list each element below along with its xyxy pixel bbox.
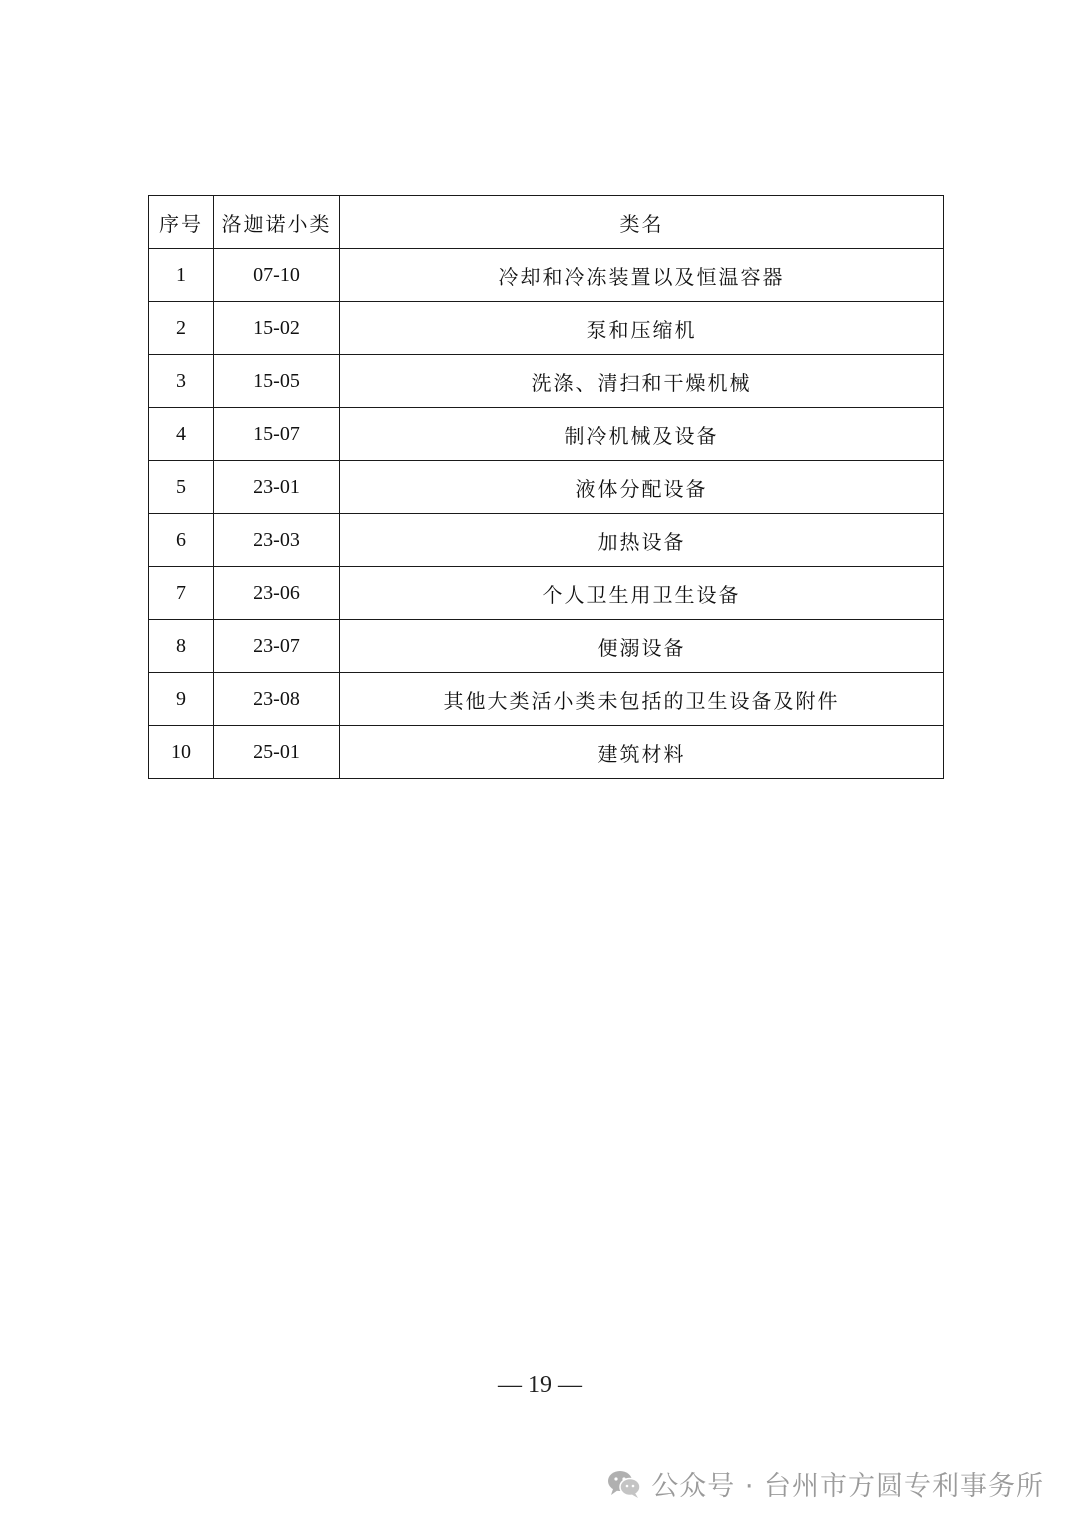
row-code: 23-07 [214,620,340,673]
table-row [149,673,944,726]
watermark-text: 公众号 · 台州市方圆专利事务所 [651,1471,1044,1502]
row-name: 建筑材料 [340,726,944,779]
row-code: 15-05 [214,355,340,408]
row-name: 液体分配设备 [340,461,944,514]
row-name: 冷却和冷冻装置以及恒温容器 [340,249,944,302]
row-code: 23-01 [214,461,340,514]
table-row [149,355,944,408]
table-row [149,726,944,779]
row-index: 4 [149,408,214,461]
header-locarno-subclass: 洛迦诺小类 [214,196,340,249]
row-index: 3 [149,355,214,408]
header-index: 序号 [149,196,214,249]
row-name: 其他大类活小类未包括的卫生设备及附件 [340,673,944,726]
table-row [149,620,944,673]
page-number: — 19 — [498,1372,582,1398]
row-code: 15-07 [214,408,340,461]
table-header-row [149,196,944,249]
row-index: 7 [149,567,214,620]
table-row [149,567,944,620]
row-name: 泵和压缩机 [340,302,944,355]
table-row [149,302,944,355]
row-code: 23-03 [214,514,340,567]
watermark [607,1464,1044,1503]
row-index: 5 [149,461,214,514]
table-row [149,249,944,302]
row-name: 便溺设备 [340,620,944,673]
row-index: 1 [149,249,214,302]
wechat-icon [607,1469,641,1499]
category-table [148,195,944,779]
row-code: 23-06 [214,567,340,620]
row-index: 8 [149,620,214,673]
row-index: 10 [149,726,214,779]
header-class-name: 类名 [340,196,944,249]
row-code: 25-01 [214,726,340,779]
row-code: 23-08 [214,673,340,726]
row-index: 2 [149,302,214,355]
table-row [149,408,944,461]
row-name: 制冷机械及设备 [340,408,944,461]
row-name: 个人卫生用卫生设备 [340,567,944,620]
row-index: 6 [149,514,214,567]
table-row [149,461,944,514]
row-code: 15-02 [214,302,340,355]
row-name: 洗涤、清扫和干燥机械 [340,355,944,408]
table-row [149,514,944,567]
row-name: 加热设备 [340,514,944,567]
row-index: 9 [149,673,214,726]
row-code: 07-10 [214,249,340,302]
